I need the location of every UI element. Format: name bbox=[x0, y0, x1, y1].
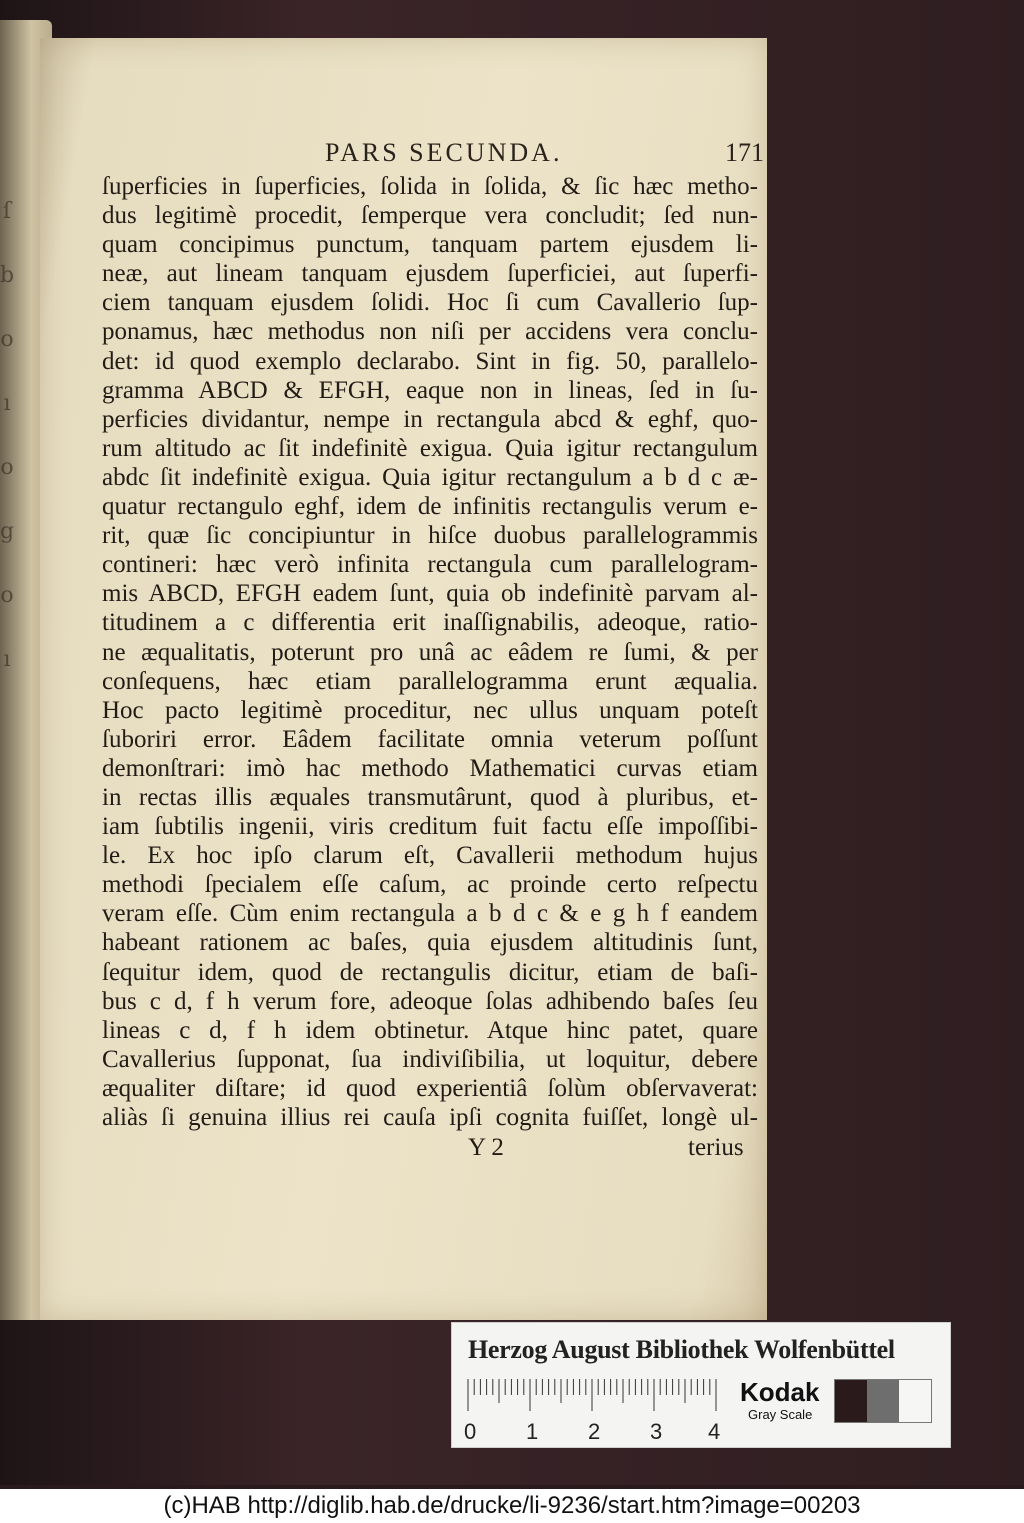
text-line: ſuperficies in ſuperficies, ſolida in ſolida, & ſic hæc metho- bbox=[102, 173, 758, 200]
ruler-number: 1 bbox=[526, 1419, 539, 1444]
text-line: quam concipimus punctum, tanquam partem ejusdem li- bbox=[102, 231, 758, 259]
text-line: gramma ABCD & EFGH, eaque non in lineas, ſed in ſu- bbox=[102, 376, 758, 404]
running-head: PARS SECUNDA. bbox=[325, 138, 563, 167]
swatch-mid bbox=[867, 1380, 899, 1422]
text-line: in rectas illis æquales transmutârunt, quod à pluribus, et- bbox=[102, 783, 758, 811]
text-line: titudinem a c differentia erit inaſſignabilis, adeoque, ratio- bbox=[102, 609, 758, 637]
text-line: habeant rationem ac baſes, quia ejusdem altitudinis ſunt, bbox=[102, 929, 758, 957]
ruler-scale bbox=[466, 1379, 720, 1411]
text-line: ſuboriri error. Eâdem facilitate omnia veterum poſſunt bbox=[102, 725, 758, 753]
text-line: ciem tanquam ejusdem ſolidi. Hoc ſi cum Cavallerio ſup- bbox=[102, 289, 758, 317]
text-line: demonſtrari: imò hac methodo Mathematici curvas etiam bbox=[102, 754, 758, 782]
text-line: abdc ſit indefinitè exigua. Quia igitur rectangulum a b d c æ- bbox=[102, 463, 758, 491]
text-line: ne æqualitatis, poterunt pro unâ ac eâdem re ſumi, & per bbox=[102, 638, 758, 666]
color-reference-card bbox=[451, 1322, 951, 1448]
text-line: rum altitudo ac ſit indefinitè exigua. Quia igitur rectangulum bbox=[102, 434, 758, 462]
text-line: bus c d, f h verum fore, adeoque ſolas adhibendo baſes ſeu bbox=[102, 987, 758, 1015]
text-line: iam ſubtilis ingenii, viris creditum fuit factu eſſe impoſſibi- bbox=[102, 813, 758, 841]
text-line: æqualiter diſtare; id quod experientiâ ſolùm obſervaverat: bbox=[102, 1074, 758, 1102]
ruler-number: 3 bbox=[650, 1419, 663, 1444]
text-line: aliàs ſi genuina illius rei cauſa ipſi cognita fuiſſet, longè ul- bbox=[102, 1104, 758, 1131]
text-line: lineas c d, f h idem obtinetur. Atque hinc patet, quare bbox=[102, 1016, 758, 1044]
text-line: Hoc pacto legitimè proceditur, nec ullus unquam poteſt bbox=[102, 696, 758, 724]
body-text bbox=[102, 172, 758, 1132]
text-line: ponamus, hæc methodus non niſi per accidens vera conclu- bbox=[102, 318, 758, 346]
image-credit: (c)HAB http://diglib.hab.de/drucke/li-9236/start.htm?image=00203 bbox=[0, 1489, 1024, 1523]
text-line: perficies dividantur, nempe in rectangula abcd & eghf, quo- bbox=[102, 405, 758, 433]
kodak-logo: Kodak bbox=[740, 1377, 820, 1407]
text-line: contineri: hæc verò infinita rectangula cum parallelogram- bbox=[102, 551, 758, 579]
page-number: 171 bbox=[725, 138, 764, 167]
text-line: Cavallerius ſupponat, ſua indiviſibilia, ut loquitur, debere bbox=[102, 1045, 758, 1073]
library-name: Herzog August Bibliothek Wolfenbüttel bbox=[468, 1335, 895, 1364]
text-line: det: id quod exemplo declarabo. Sint in fig. 50, parallelo- bbox=[102, 347, 758, 375]
text-line: dus legitimè procedit, ſemperque vera concludit; ſed nun- bbox=[102, 202, 758, 230]
gray-scale-label: Gray Scale bbox=[748, 1407, 813, 1422]
swatch-light bbox=[899, 1380, 931, 1422]
text-line: conſequens, hæc etiam parallelogramma erunt æqualia. bbox=[102, 667, 758, 695]
catchword: terius bbox=[688, 1134, 744, 1161]
text-line: neæ, aut lineam tanquam ejusdem ſuperficiei, aut ſuperfi- bbox=[102, 260, 758, 288]
text-line: ſequitur idem, quod de rectangulis dicitur, etiam de baſi- bbox=[102, 958, 758, 986]
text-line: rit, quæ ſic concipiuntur in hiſce duobus parallelogrammis bbox=[102, 522, 758, 550]
signature-mark: Y 2 bbox=[468, 1134, 504, 1161]
text-line: quatur rectangulo eghf, idem de infinitis rectangulis verum e- bbox=[102, 493, 758, 521]
text-line: veram eſſe. Cùm enim rectangula a b d c & e g h f eandem bbox=[102, 900, 758, 928]
gray-scale-swatches bbox=[834, 1379, 932, 1423]
facing-page-letters: ſ b o ı o g o ı bbox=[0, 199, 15, 672]
ruler-number: 2 bbox=[588, 1419, 601, 1444]
swatch-dark bbox=[835, 1380, 867, 1422]
text-line: le. Ex hoc ipſo clarum eſt, Cavallerii methodum hujus bbox=[102, 842, 758, 870]
ruler-number: 4 bbox=[708, 1419, 721, 1444]
text-line: methodi ſpecialem eſſe caſum, ac proinde certo reſpectu bbox=[102, 871, 758, 899]
ruler-number: 0 bbox=[464, 1419, 477, 1444]
text-line: mis ABCD, EFGH eadem ſunt, quia ob indefinitè parvam al- bbox=[102, 580, 758, 608]
